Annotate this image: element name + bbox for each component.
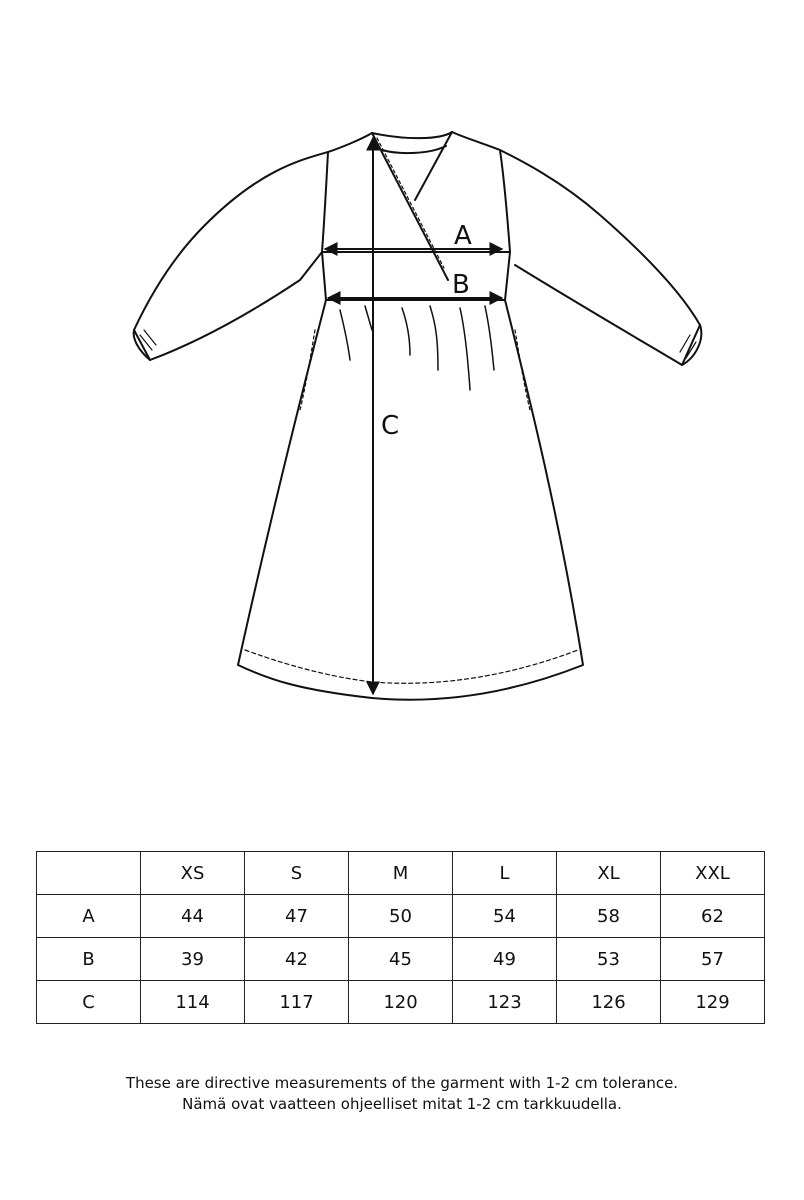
table-cell: 123 [453, 981, 557, 1024]
size-table [36, 851, 765, 1024]
table-cell: 114 [141, 981, 245, 1024]
note-english: These are directive measurements of the garment with 1-2 cm tolerance. [125, 1074, 679, 1092]
table-cell: 117 [245, 981, 349, 1024]
table-cell: 129 [661, 981, 765, 1024]
row-header-c: C [37, 981, 141, 1024]
column-header-s: S [245, 852, 349, 895]
table-cell: 49 [453, 938, 557, 981]
table-header-row [37, 852, 765, 895]
table-cell: 58 [557, 895, 661, 938]
table-corner-cell [37, 852, 141, 895]
label-a: A [454, 221, 472, 251]
column-header-xl: XL [557, 852, 661, 895]
row-header-a: A [37, 895, 141, 938]
table-cell: 126 [557, 981, 661, 1024]
table-cell: 42 [245, 938, 349, 981]
measurement-notes [0, 1073, 804, 1115]
left-sleeve [134, 152, 328, 360]
table-cell: 54 [453, 895, 557, 938]
neckline [382, 146, 446, 153]
right-sleeve [500, 150, 700, 365]
table-cell: 44 [141, 895, 245, 938]
table-cell: 53 [557, 938, 661, 981]
table-row [37, 938, 765, 981]
table-cell: 62 [661, 895, 765, 938]
column-header-xxl: XXL [661, 852, 765, 895]
table-row [37, 895, 765, 938]
dress-skirt [238, 300, 583, 700]
table-cell: 39 [141, 938, 245, 981]
wrap-overlap [372, 132, 452, 280]
column-header-l: L [453, 852, 557, 895]
row-header-b: B [37, 938, 141, 981]
table-cell: 45 [349, 938, 453, 981]
column-header-m: M [349, 852, 453, 895]
note-finnish: Nämä ovat vaatteen ohjeelliset mitat 1-2 cm tarkkuudella. [182, 1095, 622, 1113]
table-row [37, 981, 765, 1024]
label-c: C [381, 411, 400, 441]
table-cell: 120 [349, 981, 453, 1024]
table-cell: 47 [245, 895, 349, 938]
label-b: B [452, 270, 470, 300]
table-cell: 50 [349, 895, 453, 938]
table-cell: 57 [661, 938, 765, 981]
column-header-xs: XS [141, 852, 245, 895]
